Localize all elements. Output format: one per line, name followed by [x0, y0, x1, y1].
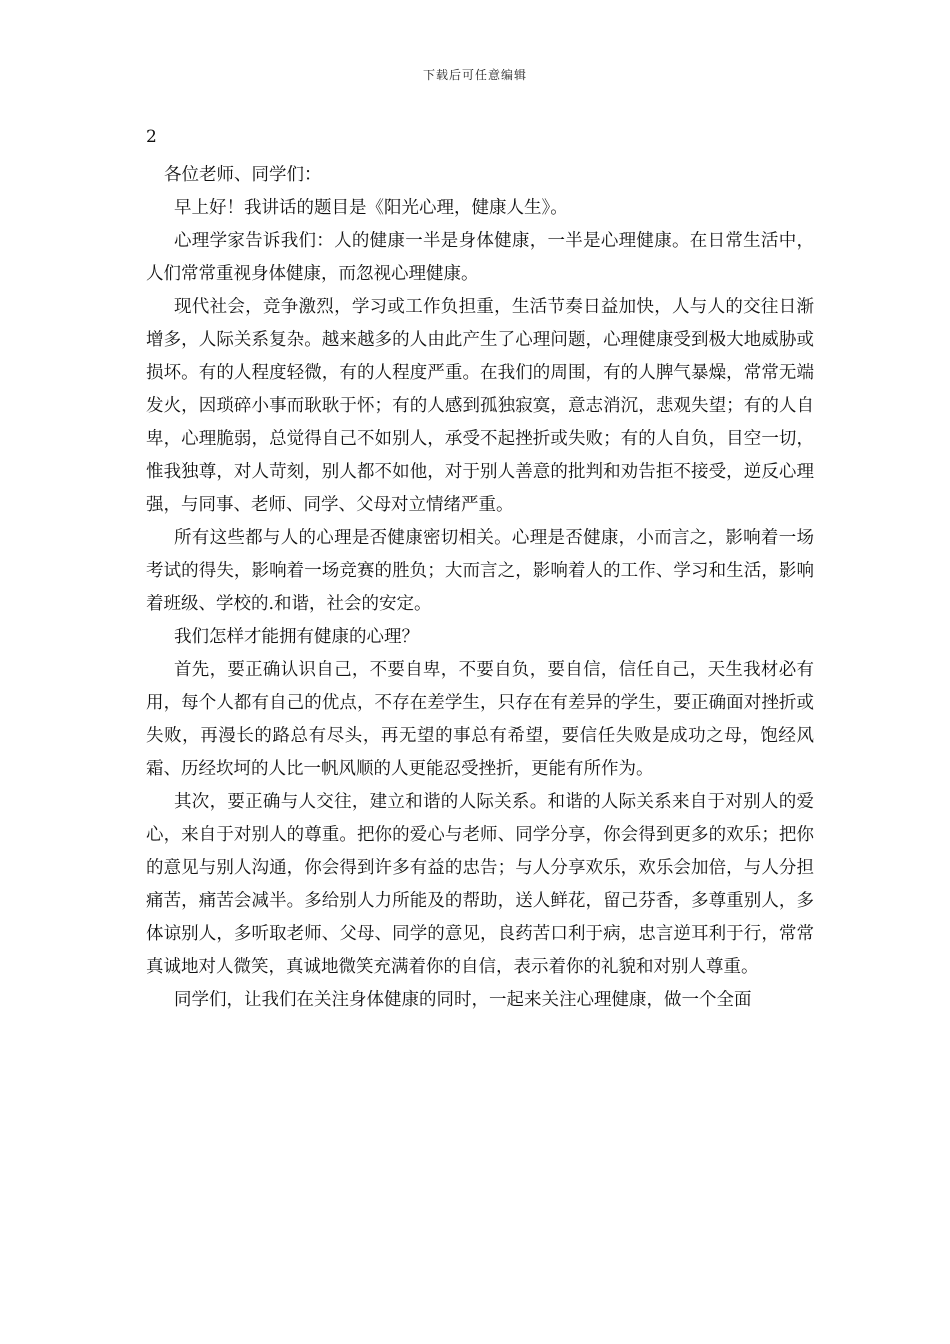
body-paragraph: 其次，要正确与人交往，建立和谐的人际关系。和谐的人际关系来自于对别人的爱心，来自于对别人的尊重。把你的爱心与老师、同学分享，你会得到更多的欢乐；把你的意见与别人沟通，你会得到许多有益的忠告；与人分享欢乐，欢乐会加倍，与人分担痛苦，痛苦会减半。多给别人力所能及的帮助，送人鲜花，留己芬香，多尊重别人，多体谅别人，多听取老师、父母、同学的意见，良药苦口利于病，忠言逆耳利于行，常常真诚地对人微笑，真诚地微笑充满着你的自信，表示着你的礼貌和对别人尊重。: [146, 792, 814, 977]
body-paragraph: 首先，要正确认识自己，不要自卑，不要自负，要自信，信任自己，天生我材必有用，每个人都有自己的优点，不存在差学生，只存在有差异的学生，要正确面对挫折或失败，再漫长的路总有尽头，再无望的事总有希望，要信任失败是成功之母，饱经风霜、历经坎坷的人比一帆风顺的人更能忍受挫折，更能有所作为。: [146, 660, 814, 779]
body-paragraph: 所有这些都与人的心理是否健康密切相关。心理是否健康，小而言之，影响着一场考试的得失，影响着一场竞赛的胜负；大而言之，影响着人的工作、学习和生活，影响着班级、学校的.和谐，社会的安定。: [146, 528, 814, 614]
body-paragraph: 现代社会，竞争激烈，学习或工作负担重，生活节奏日益加快，人与人的交往日渐增多，人际关系复杂。越来越多的人由此产生了心理问题，心理健康受到极大地威胁或损坏。有的人程度轻微，有的人程度严重。在我们的周围，有的人脾气暴燥，常常无端发火，因琐碎小事而耿耿于怀；有的人感到孤独寂寞，意志消沉，悲观失望；有的人自卑，心理脆弱，总觉得自己不如别人，承受不起挫折或失败；有的人自负，目空一切，惟我独尊，对人苛刻，别人都不如他，对于别人善意的批判和劝告拒不接受，逆反心理强，与同事、老师、同学、父母对立情绪严重。: [146, 297, 814, 515]
page-number: 2: [146, 127, 157, 147]
document-body: [146, 159, 814, 1017]
opening-paragraph: 早上好！我讲话的题目是《阳光心理，健康人生》。: [174, 198, 568, 218]
body-paragraph: 同学们，让我们在关注身体健康的同时，一起来关注心理健康，做一个全面: [174, 990, 752, 1010]
body-paragraph: 心理学家告诉我们：人的健康一半是身体健康，一半是心理健康。在日常生活中，人们常常重视身体健康，而忽视心理健康。: [146, 231, 814, 284]
greeting-paragraph: 各位老师、同学们：: [164, 165, 322, 185]
body-paragraph: 我们怎样才能拥有健康的心理？: [174, 627, 419, 647]
page-header: 下载后可任意编辑: [422, 68, 527, 82]
